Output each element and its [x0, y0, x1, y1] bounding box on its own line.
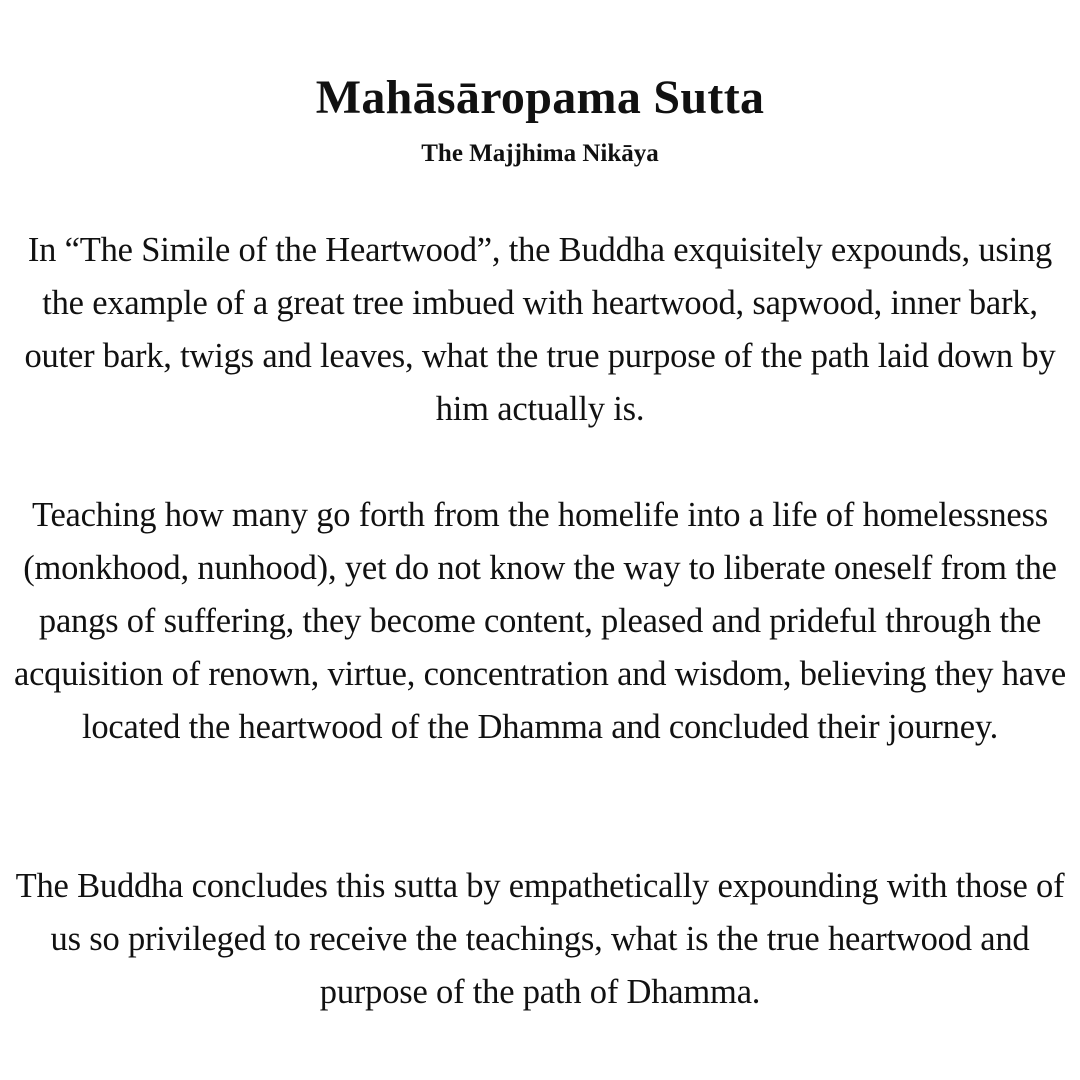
paragraph-simile: In “The Simile of the Heartwood”, the Buddha exquisitely expounds, using the example of a great tree imbued with heartwood, sapwood, inner bark, outer bark, twigs and leaves, what the true purpose of the path laid down by him actually is. — [24, 231, 1056, 428]
page-subtitle: The Majjhima Nikāya — [421, 140, 659, 167]
paragraph-teaching: Teaching how many go forth from the homelife into a life of homelessness (monkhood, nunhood), yet do not know the way to liberate oneself from the pangs of suffering, they become content, pleased and prideful through the acquisition of renown, virtue, concentration and wisdom, believing they have located the heartwood of the Dhamma and concluded their journey. — [13, 496, 1067, 746]
paragraph-conclusion: The Buddha concludes this sutta by empathetically expounding with those of us so privileged to receive the teachings, what is the true heartwood and purpose of the path of Dhamma. — [15, 867, 1065, 1011]
page-title: Mahāsāropama Sutta — [315, 71, 765, 124]
